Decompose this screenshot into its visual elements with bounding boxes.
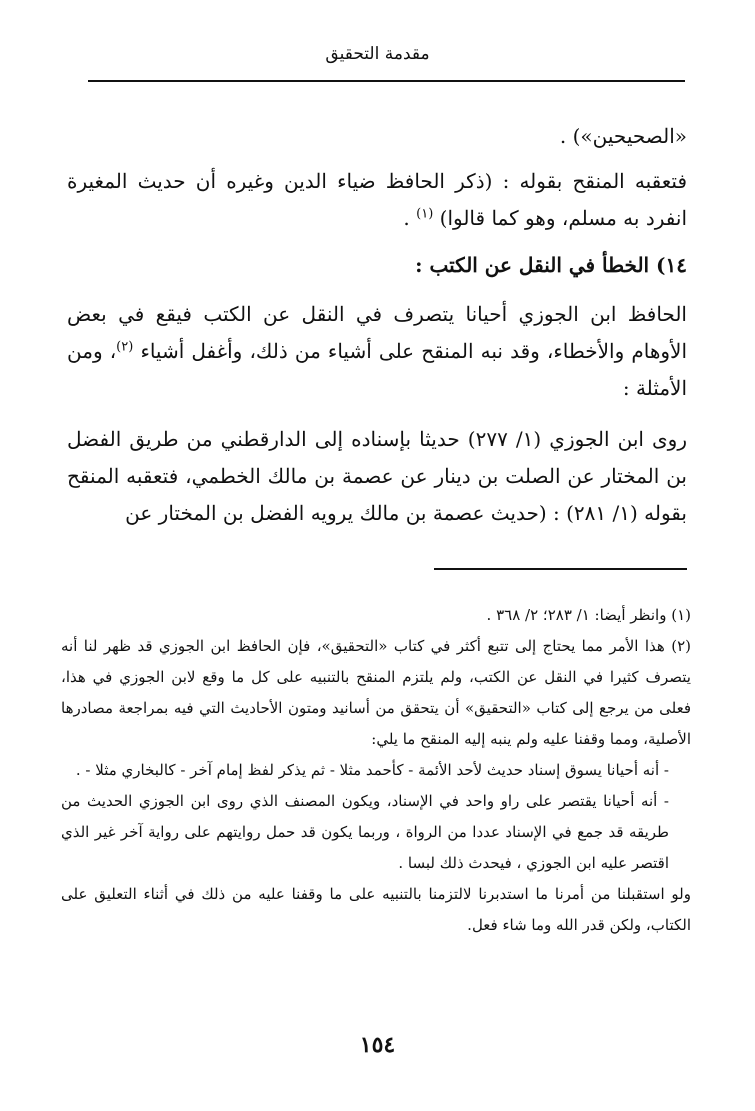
paragraph-2-end: . — [403, 206, 417, 230]
running-header-title: مقدمة التحقيق — [325, 44, 430, 64]
paragraph-4: روى ابن الجوزي (١/ ٢٧٧) حديثا بإسناده إلى الدارقطني من طريق الفضل بن المختار عن الصلت بن دينار عن عصمة بن مالك الخطمي، فتعقبه المنقح بقوله (١/ ٢٨١) : (حديث عصمة بن مالك يرويه الفضل بن المختار عن — [67, 427, 687, 525]
footnote-ref-1: (١) — [416, 206, 434, 222]
header-divider — [88, 80, 685, 82]
paragraph-3-text: الحافظ ابن الجوزي أحيانا يتصرف في النقل عن الكتب فيقع في بعض الأوهام والأخطاء، وقد نبه المنقح على أشياء من ذلك، وأغفل أشياء — [67, 302, 687, 363]
page-number: ١٥٤ — [359, 1032, 396, 1058]
paragraph-2 — [67, 163, 687, 237]
footnotes-section — [61, 600, 691, 941]
paragraph-3-end: ، ومن الأمثلة : — [67, 339, 687, 400]
section-heading: ١٤) الخطأ في النقل عن الكتب : — [415, 253, 687, 277]
paragraph-3 — [67, 296, 687, 407]
footnote-2-closing: ولو استقبلنا من أمرنا ما استدبرنا لالتزمنا بالتنبيه على ما وقفنا عليه من ذلك في أثناء التعليق على الكتاب، ولكن قدر الله وما شاء فعل. — [61, 885, 691, 934]
footnote-2-item-1: - أنه أحيانا يسوق إسناد حديث لأحد الأئمة - كأحمد مثلا - ثم يذكر لفظ إمام آخر - كالبخاري مثلا - . — [75, 761, 669, 779]
footnote-separator — [434, 568, 687, 570]
main-body-text — [67, 118, 687, 532]
footnote-2-item-2: - أنه أحيانا يقتصر على راو واحد في الإسناد، ويكون المصنف الذي روى ابن الجوزي الحديث من طريقه قد جمع في الإسناد عددا من الرواة ، وربما يكون قد حمل روايتهم على رواية آخر غير الذي اقتصر عليه ابن الجوزي ، فيحدث ذلك لبسا . — [61, 792, 669, 872]
paragraph-1: «الصحيحين») . — [559, 124, 687, 148]
paragraph-2-text: فتعقبه المنقح بقوله : (ذكر الحافظ ضياء الدين وغيره أن حديث المغيرة انفرد به مسلم، وهو كما قالوا) — [67, 169, 687, 230]
footnote-1: (١) وانظر أيضا: ١/ ٢٨٣؛ ٢/ ٣٦٨ . — [486, 606, 691, 624]
footnote-2-intro: (٢) هذا الأمر مما يحتاج إلى تتبع أكثر في كتاب «التحقيق»، فإن الحافظ ابن الجوزي قد ظهر لنا أنه يتصرف كثيرا في النقل عن الكتب، ولم يلتزم المنقح بالتنبيه على كل ما وقع لابن الجوزي في هذا، فعلى من يرجع إلى كتاب «التحقيق» أن يتحقق من أسانيد ومتون الأحاديث التي فيه بمراجعة مصادرها الأصلية، ومما وقفنا عليه ولم ينبه إليه المنقح ما يلي: — [61, 637, 691, 748]
footnote-ref-2: (٢) — [116, 339, 134, 355]
